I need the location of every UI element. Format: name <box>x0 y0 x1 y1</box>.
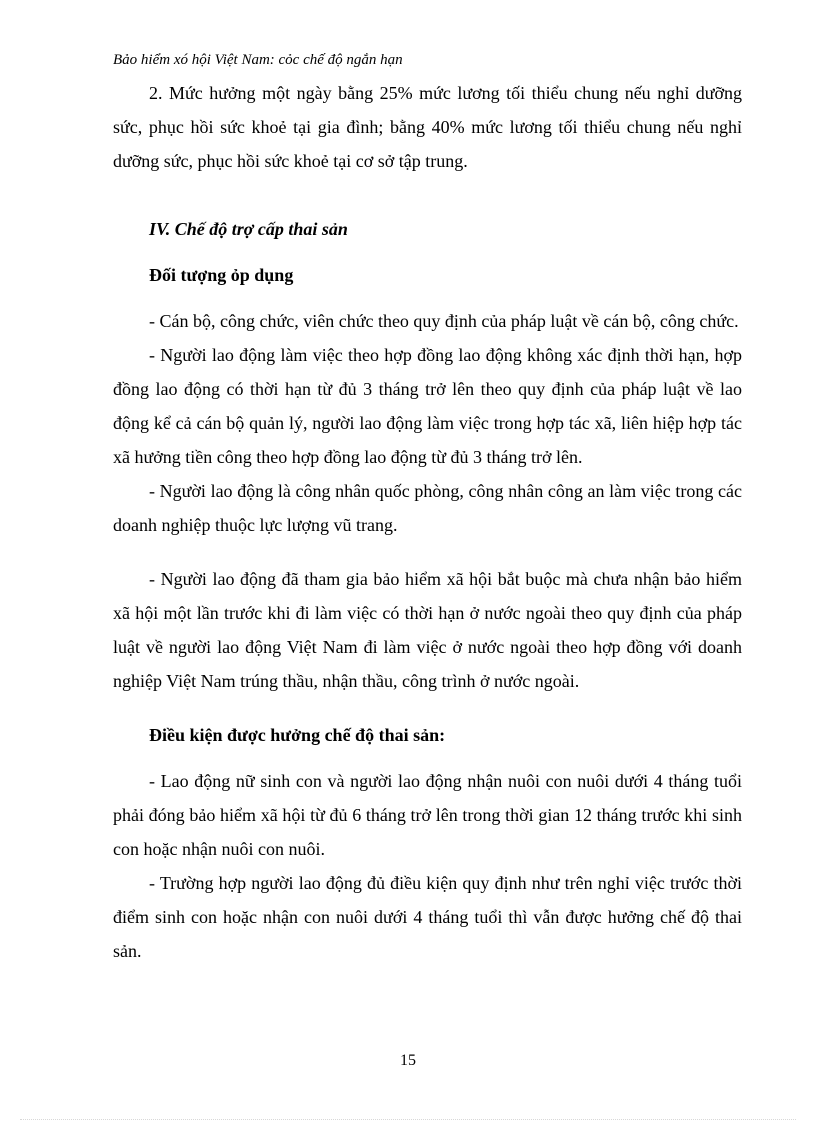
paragraph-overseas-workers: - Người lao động đã tham gia bảo hiểm xã hội bắt buộc mà chưa nhận bảo hiểm xã hội một lần trước khi đi làm việc có thời hạn ở nước ngoài theo quy định của pháp luật về người lao động Việt Nam đi làm việc ở nước ngoài theo hợp đồng với doanh nghiệp Việt Nam trúng thầu, nhận thầu, công trình ở nước ngoài. <box>113 569 742 691</box>
paragraph-defense-workers: - Người lao động là công nhân quốc phòng, công nhân công an làm việc trong các doanh nghiệp thuộc lực lượng vũ trang. <box>113 481 742 535</box>
paragraph-benefit-rate: 2. Mức hưởng một ngày bằng 25% mức lương tối thiểu chung nếu nghỉ dưỡng sức, phục hồi sức khoẻ tại gia đình; bằng 40% mức lương tối thiểu chung nếu nghỉ dưỡng sức, phục hồi sức khoẻ tại cơ sở tập trung. <box>113 83 742 171</box>
subheading-applicable-subjects: Đối tượng ỏp dụng <box>149 265 294 285</box>
section-heading: IV. Chế độ trợ cấp thai sản <box>149 219 348 239</box>
paragraph-condition-contribution: - Lao động nữ sinh con và người lao động nhận nuôi con nuôi dưới 4 tháng tuổi phải đóng bảo hiểm xã hội từ đủ 6 tháng trở lên trong thời gian 12 tháng trước khi sinh con hoặc nhận nuôi con nuôi. <box>113 771 742 859</box>
subheading-conditions: Điều kiện được hưởng chế độ thai sản: <box>149 725 446 745</box>
spacer <box>113 698 742 718</box>
spacer <box>113 246 742 258</box>
running-header: Bảo hiểm xó hội Việt Nam: cỏc chế độ ngắn hạn <box>113 52 403 68</box>
page-number: 15 <box>400 1052 416 1069</box>
spacer <box>113 542 742 562</box>
paragraph-contract-workers: - Người lao động làm việc theo hợp đồng lao động không xác định thời hạn, hợp đồng lao động có thời hạn từ đủ 3 tháng trở lên theo quy định của pháp luật về lao động kể cả cán bộ quản lý, người lao động làm việc trong hợp tác xã, liên hiệp hợp tác xã hưởng tiền công theo hợp đồng lao động từ đủ 3 tháng trở lên. <box>113 345 742 467</box>
paragraph-officials: - Cán bộ, công chức, viên chức theo quy định của pháp luật về cán bộ, công chức. <box>149 311 739 331</box>
page-bottom-divider <box>20 1119 796 1120</box>
spacer <box>113 292 742 304</box>
paragraph-condition-resign: - Trường hợp người lao động đủ điều kiện quy định như trên nghỉ việc trước thời điểm sinh con hoặc nhận con nuôi dưới 4 tháng tuổi thì vẫn được hưởng chế độ thai sản. <box>113 873 742 961</box>
spacer <box>113 752 742 764</box>
page-body <box>113 76 742 968</box>
